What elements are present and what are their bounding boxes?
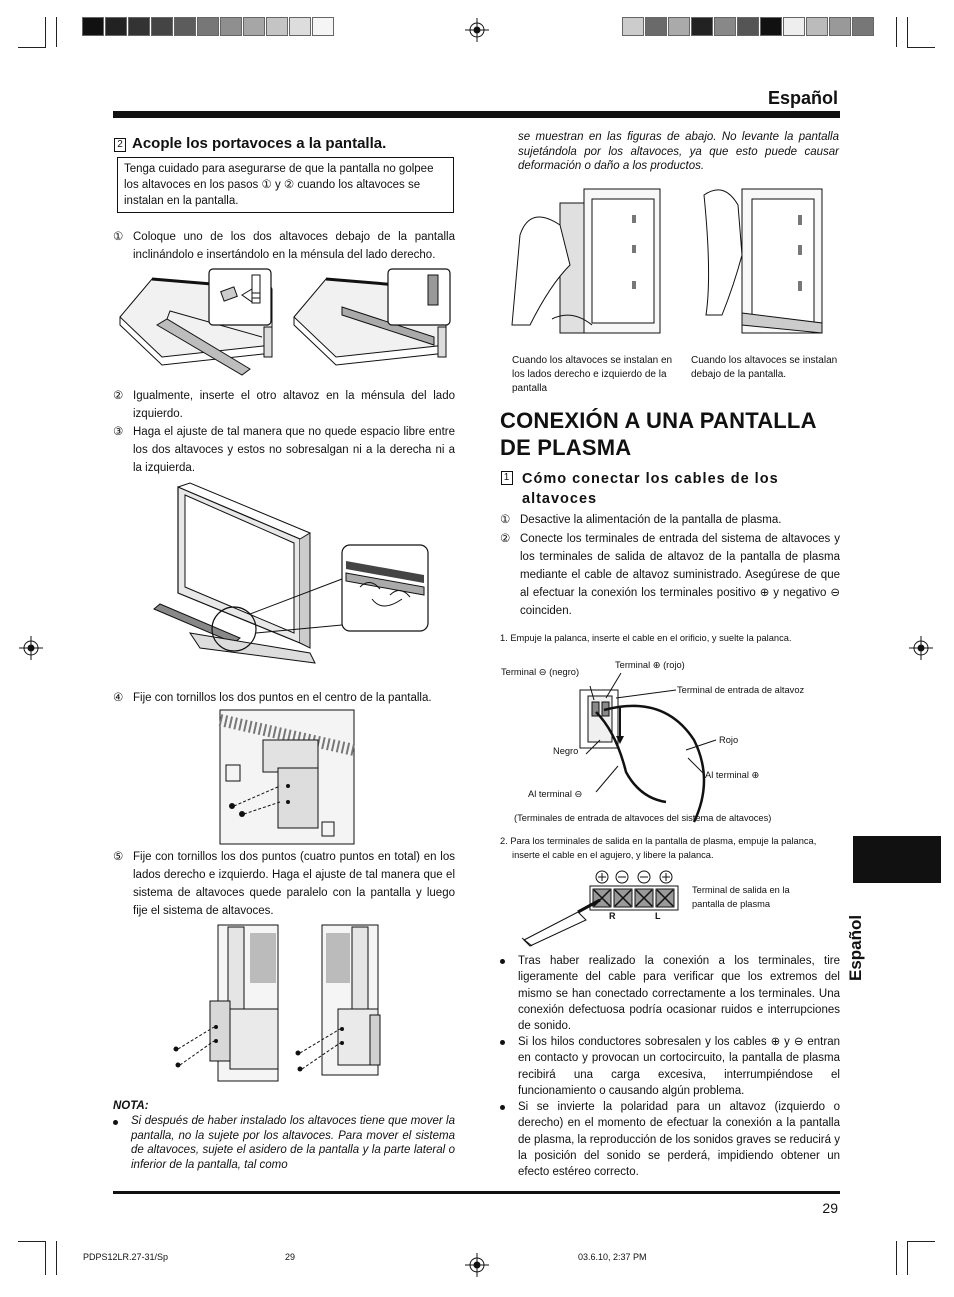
step-3: ③ Haga el ajuste de tal manera que no quede espacio libre entre los dos altavoces y estos no sobresalgan ni a la derecha ni a la izquierda.	[113, 426, 455, 474]
caption-side-speakers: Cuando los altavoces se instalan en los lados derecho e izquierdo de la pantalla	[512, 355, 673, 394]
crop-mark	[907, 1241, 908, 1275]
crop-mark	[907, 17, 908, 47]
language-tab-label: Español	[846, 914, 865, 981]
side-screws-figure	[170, 923, 410, 1083]
label-terminal-neg: Terminal ⊖ (negro)	[501, 667, 580, 677]
crop-mark	[907, 1241, 935, 1242]
registration-mark-icon	[465, 18, 489, 42]
caption-bottom-speakers: Cuando los altavoces se instalan debajo de la pantalla.	[691, 355, 838, 380]
crop-mark	[18, 47, 46, 48]
connection-step-2: ② Conecte los terminales de entrada del sistema de altavoces y los terminales de salida de altavoz de la pantalla de plasma mediante el cable de altavoz suministrado. Asegúrese de que al efectuar la conexión los terminales positivo ⊕ y negativo ⊖ coinciden.	[500, 533, 840, 617]
output-terminal-label: Terminal de salida en la pantalla de plasma	[692, 885, 790, 909]
bullet-pull-check: Tras haber realizado la conexión a los terminales, tire ligeramente del cable para verificar que los extremos del mismo se han conectado correctamente a los terminales. Una conexión defectuosa podría ocasionar ruidos e interrupciones de sonido.	[500, 953, 840, 1034]
display-with-speakers-figure	[150, 483, 430, 673]
label-rojo: Rojo	[719, 735, 739, 745]
carry-display-figure	[512, 185, 842, 345]
registration-mark-icon	[19, 636, 43, 660]
registration-mark-icon	[909, 636, 933, 660]
connection-title: CONEXIÓN A UNA PANTALLA DE PLASMA	[500, 408, 817, 460]
page-number: 29	[822, 1200, 838, 1216]
step-2: ② Igualmente, inserte el otro altavoz en la ménsula del lado izquierdo.	[113, 390, 455, 420]
step-1: ① Coloque uno de los dos altavoces debajo de la pantalla inclinándolo e insertándolo en la ménsula del lado derecho.	[113, 231, 455, 261]
step-4: ④ Fije con tornillos los dos puntos en el centro de la pantalla.	[113, 692, 432, 704]
label-input-bottom: (Terminales de entrada de altavoces del sistema de altavoces)	[514, 813, 772, 823]
crop-mark	[18, 1241, 46, 1242]
output-label-l: L	[655, 911, 661, 921]
label-al-terminal-neg: Al terminal ⊖	[528, 789, 583, 799]
crop-mark	[907, 47, 935, 48]
fig1-caption: 1. Empuje la palanca, inserte el cable en el orificio, y suelte la palanca.	[500, 633, 792, 643]
top-rule	[113, 111, 840, 118]
connection-subtitle: 1 Cómo conectar los cables de los altavoces	[500, 469, 840, 509]
crop-mark	[896, 1241, 897, 1275]
crop-mark	[56, 1241, 57, 1275]
fig2-caption: 2. Para los terminales de salida en la pantalla de plasma, empuje la palanca, inserte el cable en el agujero, y libere la palanca.	[500, 836, 817, 860]
output-label-r: R	[609, 911, 616, 921]
crop-mark	[45, 17, 46, 47]
language-header: Español	[767, 88, 838, 108]
section-number: 2	[114, 138, 126, 152]
speaker-insert-figure	[112, 267, 458, 387]
note-title: NOTA:	[113, 1100, 149, 1112]
registration-mark-icon	[465, 1253, 489, 1277]
step-5: ⑤ Fije con tornillos los dos puntos (cuatro puntos en total) en los lados derecho e izquierdo. Haga el ajuste de tal manera que el sistema de altavoces quede paralelo con la pantalla y luego fije el sistema de altavoces.	[113, 851, 455, 917]
note-bullet: Si después de haber instalado los altavoces tiene que mover la pantalla, no la sujete por los altavoces. Para mover el sistema de altavoces, sujete el asidero de la pantalla y la parte lateral o inferior de la pantalla, tal como	[113, 1114, 455, 1173]
crop-mark	[56, 17, 57, 47]
footer-page: 29	[285, 1252, 296, 1262]
label-al-terminal-pos: Al terminal ⊕	[705, 770, 760, 780]
center-screws-figure	[218, 710, 358, 846]
crop-mark	[896, 17, 897, 47]
output-terminal-figure	[518, 868, 688, 948]
label-input-terminal: Terminal de entrada de altavoz	[677, 685, 805, 695]
language-tab	[853, 836, 941, 883]
crop-mark	[45, 1241, 46, 1275]
bullet-polarity: Si se invierte la polaridad para un altavoz (izquierdo o derecho) en el momento de efectuar la conexión a la pantalla de plasma, la reproducción de los sonidos graves se reducirá y la posición del sonido se perderá, impidiendo obtener un efecto estéreo correcto.	[500, 1099, 840, 1180]
bullet-short-circuit: Si los hilos conductores sobresalen y los cables ⊕ y ⊖ entran en contacto y provocan un cortocircuito, la pantalla de plasma recibirá una carga excesiva, interrumpiéndose el funcionamiento o causando algún problema.	[500, 1034, 840, 1099]
label-negro: Negro	[553, 746, 579, 756]
label-terminal-pos: Terminal ⊕ (rojo)	[615, 660, 685, 670]
caution-box: Tenga cuidado para asegurarse de que la pantalla no golpee los altavoces en los pasos ① y ② cuando los altavoces se instalan en la pantalla.	[117, 157, 454, 213]
note-continued: se muestran en las figuras de abajo. No levante la pantalla sujetándola por los altavoces, ya que esto puede causar deformación o daño a los productos.	[518, 131, 839, 173]
bottom-rule	[113, 1191, 840, 1194]
connection-step-1: ① Desactive la alimentación de la pantalla de plasma.	[500, 514, 782, 526]
footer-file: PDPS12LR.27-31/Sp	[83, 1252, 169, 1262]
footer-date: 03.6.10, 2:37 PM	[578, 1252, 647, 1262]
section-title-attach: 2 Acople los portavoces a la pantalla.	[114, 135, 386, 152]
